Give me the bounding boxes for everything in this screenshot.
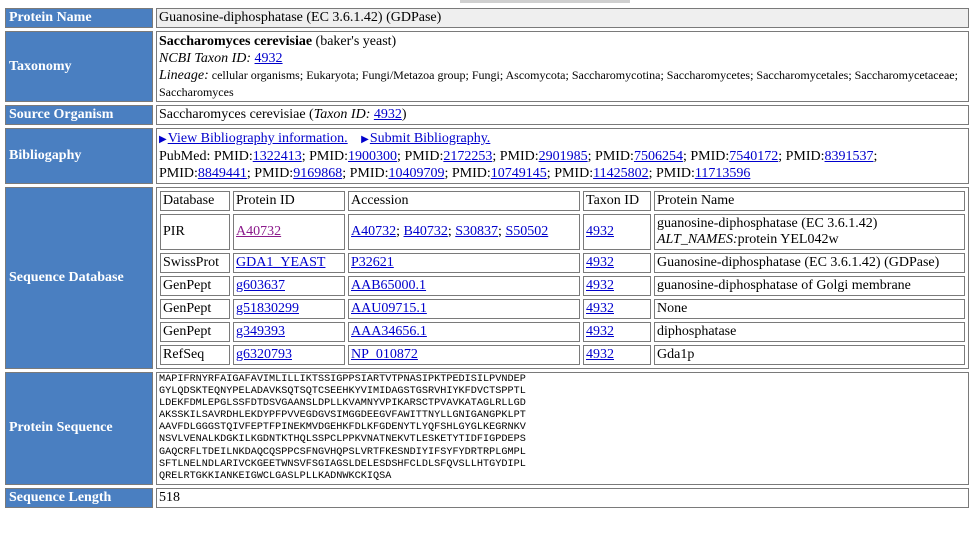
seqdb-protein-name: guanosine-diphosphatase of Golgi membrane (657, 278, 911, 293)
seqdb-row (160, 345, 965, 365)
seqdb-database: PIR (160, 214, 230, 250)
row-taxonomy (5, 31, 969, 102)
protein-id-link[interactable]: GDA1_YEAST (236, 255, 326, 270)
sequence-line: GAQCRFLTDEILNKDAQCQSPPCSFNGVHQPSLVRTFKESNDIYIFSYFYDRTRPLGMPL (159, 446, 526, 458)
pmid-prefix: PMID: (451, 166, 491, 181)
value-bibliography (156, 128, 969, 184)
seqdb-protein-name-cell (654, 322, 965, 342)
pmid-prefix: PMID: (309, 149, 349, 164)
header-protein-id: Protein ID (233, 191, 345, 211)
pmid-prefix: PMID: (554, 166, 594, 181)
seqdb-taxon-cell (583, 345, 651, 365)
accession-link[interactable]: AAA34656.1 (351, 324, 427, 339)
value-sequence-database (156, 187, 969, 369)
alt-names-value: protein YEL042w (737, 232, 839, 247)
label-protein-name: Protein Name (5, 8, 153, 28)
seqdb-taxon-cell (583, 322, 651, 342)
seqdb-protein-id-cell (233, 276, 345, 296)
pmid-prefix: PMID: (655, 166, 695, 181)
seqdb-taxon-cell (583, 276, 651, 296)
protein-id-link[interactable]: g603637 (236, 278, 285, 293)
value-protein-name: Guanosine-diphosphatase (EC 3.6.1.42) (GDPase) (156, 8, 969, 28)
row-bibliography (5, 128, 969, 184)
header-database: Database (160, 191, 230, 211)
ncbi-taxon-link[interactable]: 4932 (254, 51, 283, 66)
value-sequence-length: 518 (156, 488, 969, 508)
seqdb-protein-name-cell (654, 276, 965, 296)
seqdb-database: GenPept (160, 276, 230, 296)
accession-link[interactable]: S50502 (505, 224, 549, 239)
seqdb-protein-id-cell (233, 214, 345, 250)
seqdb-protein-id-cell (233, 322, 345, 342)
seqdb-row (160, 253, 965, 273)
seqdb-header-row (160, 191, 965, 211)
sequence-line: GYLQDSKTEQNYPELADAVKSQTSQTCSEEHKYVIMIDAGSTGSRVHIYKFDVCTSPPTL (159, 386, 526, 398)
seqdb-protein-name-cell (654, 253, 965, 273)
protein-id-link[interactable]: g6320793 (236, 347, 292, 362)
accession-link[interactable]: S30837 (455, 224, 499, 239)
source-organism-name: Saccharomyces cerevisiae ( (159, 107, 314, 122)
source-taxon-link[interactable]: 4932 (373, 107, 402, 122)
accession-link[interactable]: P32621 (351, 255, 394, 270)
sequence-line: QRELRTGKKIANKEIGWCLGASLPLLKADNWKCKIQSA (159, 470, 392, 482)
label-protein-sequence: Protein Sequence (5, 372, 153, 485)
seqdb-database: GenPept (160, 322, 230, 342)
pmid-prefix: PMID: (690, 149, 730, 164)
seqdb-protein-name: Guanosine-diphosphatase (EC 3.6.1.42) (GDPase) (657, 255, 940, 270)
row-sequence-length (5, 488, 969, 508)
ncbi-taxon-label: NCBI Taxon ID: (159, 51, 252, 66)
seqdb-database: RefSeq (160, 345, 230, 365)
pmid-prefix: PMID: (404, 149, 444, 164)
seqdb-taxon-cell (583, 214, 651, 250)
triangle-right-icon: ▶ (159, 134, 167, 145)
lineage-text: cellular organisms; Eukaryota; Fungi/Metazoa group; Fungi; Ascomycota; Saccharomycotina; Saccharomycetes; Saccharomycetales; Saccharomycetaceae; Saccharomyces (159, 68, 958, 99)
seqdb-accession-cell (348, 345, 580, 365)
pubmed-label: PubMed: (159, 149, 211, 164)
row-protein-sequence (5, 372, 969, 485)
accession-link[interactable]: AAU09715.1 (351, 301, 427, 316)
pmid-link[interactable]: 1900300 (348, 149, 398, 164)
row-source-organism (5, 105, 969, 125)
pmid-link[interactable]: 1322413 (252, 149, 302, 164)
sequence-line: NSVLVENALKDGKILKGDNTKTHQLSSPCLPPKVNATNEKVTLESKETYTIDFIGPDEPS (159, 434, 526, 446)
pmid-prefix: PMID: (159, 166, 198, 181)
seqdb-protein-name: diphosphatase (657, 324, 737, 339)
protein-id-link[interactable]: g349393 (236, 324, 285, 339)
seqdb-protein-name-cell (654, 214, 965, 250)
sequence-line: MAPIFRNYRFAIGAFAVIMLILLIKTSSIGPPSIARTVTPNASIPKTPEDISILPVNDEP (159, 374, 526, 385)
pmid-link[interactable]: 10409709 (388, 166, 445, 181)
accession-link[interactable]: AAB65000.1 (351, 278, 427, 293)
pmid-prefix: PMID: (213, 149, 253, 164)
pmid-link[interactable]: 11713596 (694, 166, 751, 181)
label-sequence-database: Sequence Database (5, 187, 153, 369)
pmid-link[interactable]: 2901985 (538, 149, 588, 164)
seqdb-protein-name: guanosine-diphosphatase (EC 3.6.1.42) (657, 216, 878, 231)
seqdb-accession-cell (348, 322, 580, 342)
sequence-database-table (157, 188, 968, 368)
taxon-id-link[interactable]: 4932 (586, 278, 614, 293)
sequence-line: AKSSKILSAVRDHLEKDYPFPVVEGDGVSIMGGDEEGVFAWITTNYLLGNIGANGPKLPT (159, 410, 526, 422)
alt-names-label: ALT_NAMES: (657, 232, 738, 247)
pmid-prefix: PMID: (785, 149, 825, 164)
pmid-prefix: PMID: (349, 166, 389, 181)
header-taxon-id: Taxon ID (583, 191, 651, 211)
pubmed-list: PubMed: PMID:1322413; PMID:1900300; PMID:2172253; PMID:2901985; PMID:7506254; PMID:7540172; PMID:8391537; PMID:8849441; PMID:9169868; PMID:10409709; PMID:10749145; PMID:11425802; PMID:11713596 (159, 149, 878, 181)
row-protein-name (5, 8, 969, 28)
seqdb-accession-cell (348, 276, 580, 296)
seqdb-protein-name: None (657, 301, 688, 316)
pmid-link[interactable]: 8391537 (824, 149, 874, 164)
protein-sequence-text (156, 372, 969, 485)
pmid-link[interactable]: 11425802 (593, 166, 649, 181)
pmid-prefix: PMID: (499, 149, 539, 164)
protein-info-table (2, 5, 972, 511)
accession-link[interactable]: B40732 (403, 224, 448, 239)
value-source-organism (156, 105, 969, 125)
pmid-prefix: PMID: (595, 149, 634, 164)
seqdb-row (160, 322, 965, 342)
header-protein-name: Protein Name (654, 191, 965, 211)
seqdb-database: SwissProt (160, 253, 230, 273)
accession-link[interactable]: NP_010872 (351, 347, 418, 362)
seqdb-row (160, 299, 965, 319)
seqdb-protein-id-cell (233, 299, 345, 319)
taxon-id-link[interactable]: 4932 (586, 301, 614, 316)
taxon-id-link[interactable]: 4932 (586, 224, 614, 239)
label-taxonomy: Taxonomy (5, 31, 153, 102)
sequence-line: AAVFDLGGGSTQIVFEPTFPINEKMVDGEHKFDLKFGDENYTLYQFSHLGYGLKEGRNKV (159, 422, 526, 434)
seqdb-accession-cell (348, 299, 580, 319)
seqdb-protein-name-cell (654, 299, 965, 319)
row-sequence-database (5, 187, 969, 369)
label-bibliography: Bibliogaphy (5, 128, 153, 184)
seqdb-taxon-cell (583, 299, 651, 319)
taxon-id-link[interactable]: 4932 (586, 255, 614, 270)
seqdb-taxon-cell (583, 253, 651, 273)
protein-id-link[interactable]: A40732 (236, 224, 282, 239)
pmid-link[interactable]: 7540172 (729, 149, 779, 164)
protein-id-link[interactable]: g51830299 (236, 301, 299, 316)
pmid-prefix: PMID: (254, 166, 294, 181)
pmid-link[interactable]: 9169868 (293, 166, 343, 181)
pmid-link[interactable]: 8849441 (197, 166, 247, 181)
triangle-right-icon: ▶ (361, 134, 369, 145)
seqdb-protein-name: Gda1p (657, 347, 695, 362)
taxonomy-organism: Saccharomyces cerevisiae (159, 34, 313, 49)
seqdb-protein-name-cell (654, 345, 965, 365)
seqdb-protein-id-cell (233, 345, 345, 365)
view-bibliography-link[interactable]: View Bibliography information. (167, 131, 348, 146)
taxon-id-link[interactable]: 4932 (586, 347, 614, 362)
taxonomy-common-name: (baker's yeast) (312, 34, 397, 49)
sequence-line: SFTLNELNDLARIVCKGEETWNSVFSGIAGSLDELESDSHFCLDLSFQVSLLHTGYDIPL (159, 458, 526, 470)
sequence-line: LDEKFDMLEPGLSSFDTDSVGAANSLDPLLKVAMNYVPIKARSCTPVAVKATAGLRLLGD (159, 398, 526, 410)
top-edge-line (460, 0, 630, 3)
seqdb-row (160, 214, 965, 250)
source-close-paren: ) (401, 107, 407, 122)
label-source-organism: Source Organism (5, 105, 153, 125)
pmid-link[interactable]: 2172253 (443, 149, 493, 164)
lineage-label: Lineage: (159, 68, 209, 83)
taxon-id-link[interactable]: 4932 (586, 324, 614, 339)
seqdb-accession-cell (348, 253, 580, 273)
header-accession: Accession (348, 191, 580, 211)
label-sequence-length: Sequence Length (5, 488, 153, 508)
seqdb-protein-id-cell (233, 253, 345, 273)
source-taxon-label: Taxon ID: (313, 107, 371, 122)
seqdb-row (160, 276, 965, 296)
submit-bibliography-link[interactable]: Submit Bibliography. (369, 131, 491, 146)
value-taxonomy (156, 31, 969, 102)
pmid-link[interactable]: 10749145 (490, 166, 547, 181)
pmid-link[interactable]: 7506254 (633, 149, 683, 164)
seqdb-database: GenPept (160, 299, 230, 319)
accession-link[interactable]: A40732 (351, 224, 397, 239)
seqdb-accession-cell: A40732; B40732; S30837; S50502 (348, 214, 580, 250)
